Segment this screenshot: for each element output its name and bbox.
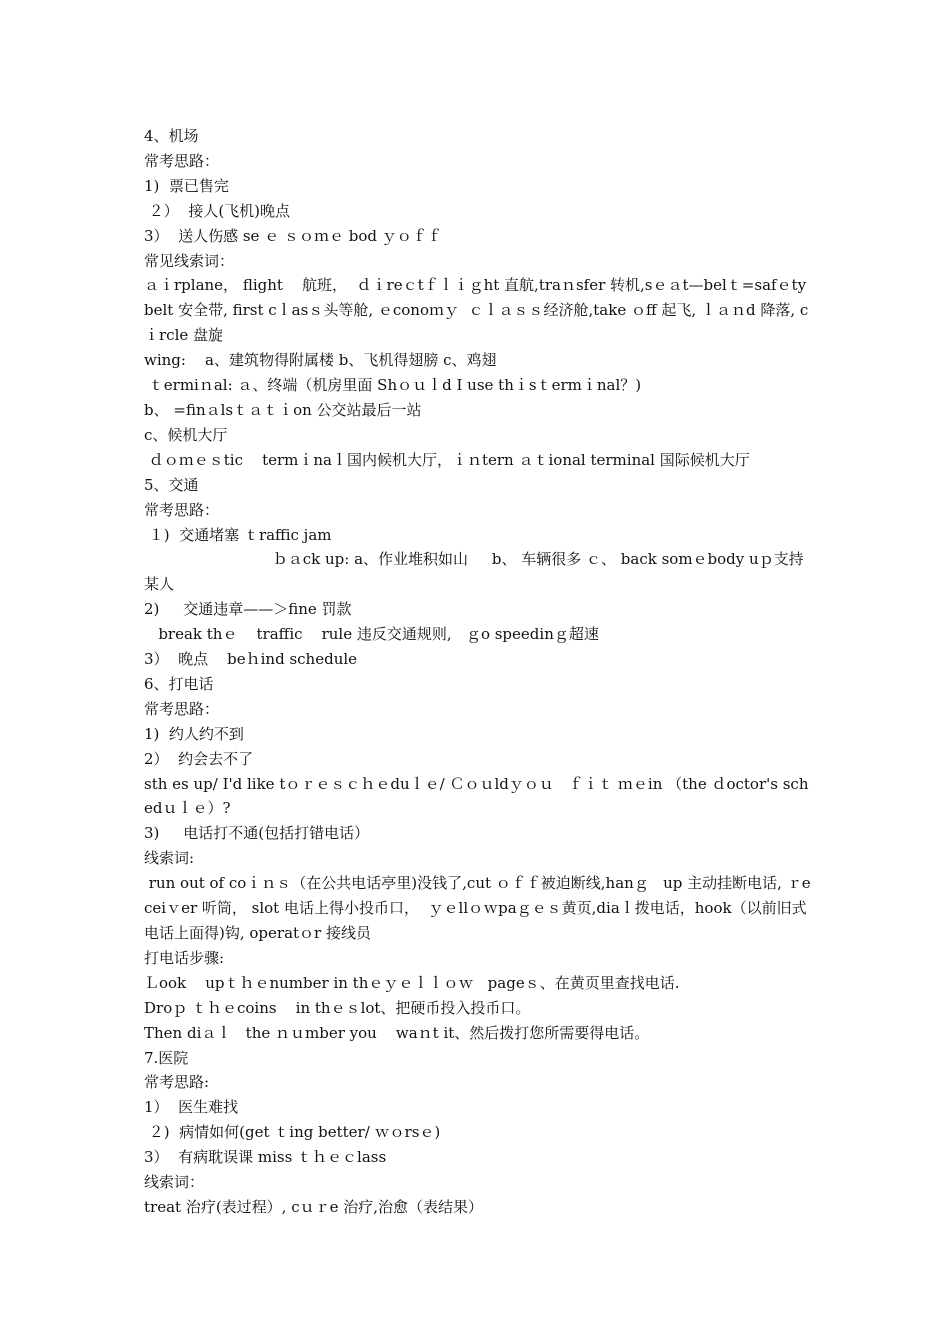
subheading-common-ideas: 常考思路: [144,1073,210,1092]
subheading-common-ideas: 常考思路： [144,500,220,519]
paragraph-definition: wing: a、建筑物得附属楼 b、飞机得翅膀 c、鸡翅 [144,351,497,370]
list-item: 1) 约人约不到 [144,724,244,743]
paragraph-vocabulary: treat 治疗(表过程）, cｕｒe 治疗,治愈（表结果） [144,1197,484,1216]
paragraph-definition: ｔermiｎal: ａ、终端（机房里面 Shｏｕｌd I use thｉsｔermｉnal？) [144,376,642,395]
subheading-clue-words: 线索词： [144,1173,205,1192]
paragraph-definition: b、 =finａlsｔａｔｉon 公交站最后一站 [144,400,422,419]
subheading-steps: 打电话步骤: [144,948,225,967]
section-heading-hospital: 7.医院 [144,1048,189,1067]
list-item: ２） 接人(飞机)晚点 [144,201,291,220]
list-item: １) 交通堵塞 ｔraffic jam [144,525,332,544]
list-item: 2） 约会去不了 [144,749,254,768]
subheading-common-ideas: 常考思路： [144,699,220,718]
list-item: 1） 医生难找 [144,1098,239,1117]
paragraph-example: sth es up/ I'd like tｏｒｅｓｃｈｅduｌｅ/ Ｃｏｕldｙｏｕ ｆｉｔ ｍｅin （the ｄoctor's schedｕｌｅ）? [144,774,809,818]
subheading-common-ideas: 常考思路： [144,151,220,170]
paragraph-vocabulary: run out of coｉｎｓ（在公共电话亭里)没钱了,cut ｏｆｆ被迫断线,hanｇ up 主动挂断电话, ｒeceiｖer 听筒， slot 电话上得小投币口， ｙｅllｏｗpaｇｅｓ黄页,diaｌ拨电话，hook（以前旧式电话上面得)钩, operatｏr 接线员 [144,874,811,942]
paragraph-definition: break thｅ traffic rule 违反交通规则, ｇo speedinｇ超速 [144,625,599,644]
paragraph-step: Droｐ ｔｈｅcoins in thｅｓlot、把硬币投入投币口。 [144,998,531,1017]
list-item: ２) 病情如何(get ｔing better/ ｗｏrsｅ) [144,1123,441,1142]
paragraph-step: Ｌook upｔｈｅnumber in thｅｙｅｌｌｏｗ pageｓ、在黄页里查找电话. [144,973,680,992]
section-heading-airport: 4、机场 [144,127,199,145]
list-item: 3） 晚点 beｈind schedule [144,650,358,669]
list-item: 1) 票已售完 [144,176,229,195]
section-heading-phone: 6、打电话 [144,674,214,693]
paragraph-step: Then diａｌ the ｎｕmber you waｎt it、然后拨打您所需要得电话。 [144,1023,650,1042]
paragraph-definition: ｂａck up: a、作业堆积如山 b、 车辆很多 ｃ、 back somｅbody uｐ支持某人 [144,550,804,594]
list-item: 3) 电话打不通(包括打错电话） [144,824,370,843]
paragraph-definition: ｄｏｍｅｓtic termｉnaｌ国内候机大厅，ｉｎtern ａｔional terminal 国际候机大厅 [144,450,750,469]
document-body [144,124,816,1220]
list-item: 3） 有病耽误课 miss ｔｈｅｃlass [144,1148,387,1167]
subheading-clue-words: 常见线索词： [144,251,235,270]
paragraph-vocabulary: ａｉrplane， flight 航班， ｄｉreｃtｆｌｉｇht 直航,traｎsfer 转机,sｅａt—belｔ=safｅty belt 安全带, first cｌasｓ头等舱, ｅconoｍｙ ｃｌａｓｓ经济舱,take ｏff 起飞, ｌａｎd 降落, cｉrcle 盘旋 [144,276,811,345]
list-item: 2) 交通违章——＞fine 罚款 [144,600,352,619]
section-heading-traffic: 5、交通 [144,475,199,494]
paragraph-definition: c、候机大厅 [144,425,228,444]
subheading-clue-words: 线索词: [144,849,195,868]
list-item: 3） 送人伤感 se ｅ ｓｏｍｅ bod ｙｏｆｆ [144,226,442,245]
